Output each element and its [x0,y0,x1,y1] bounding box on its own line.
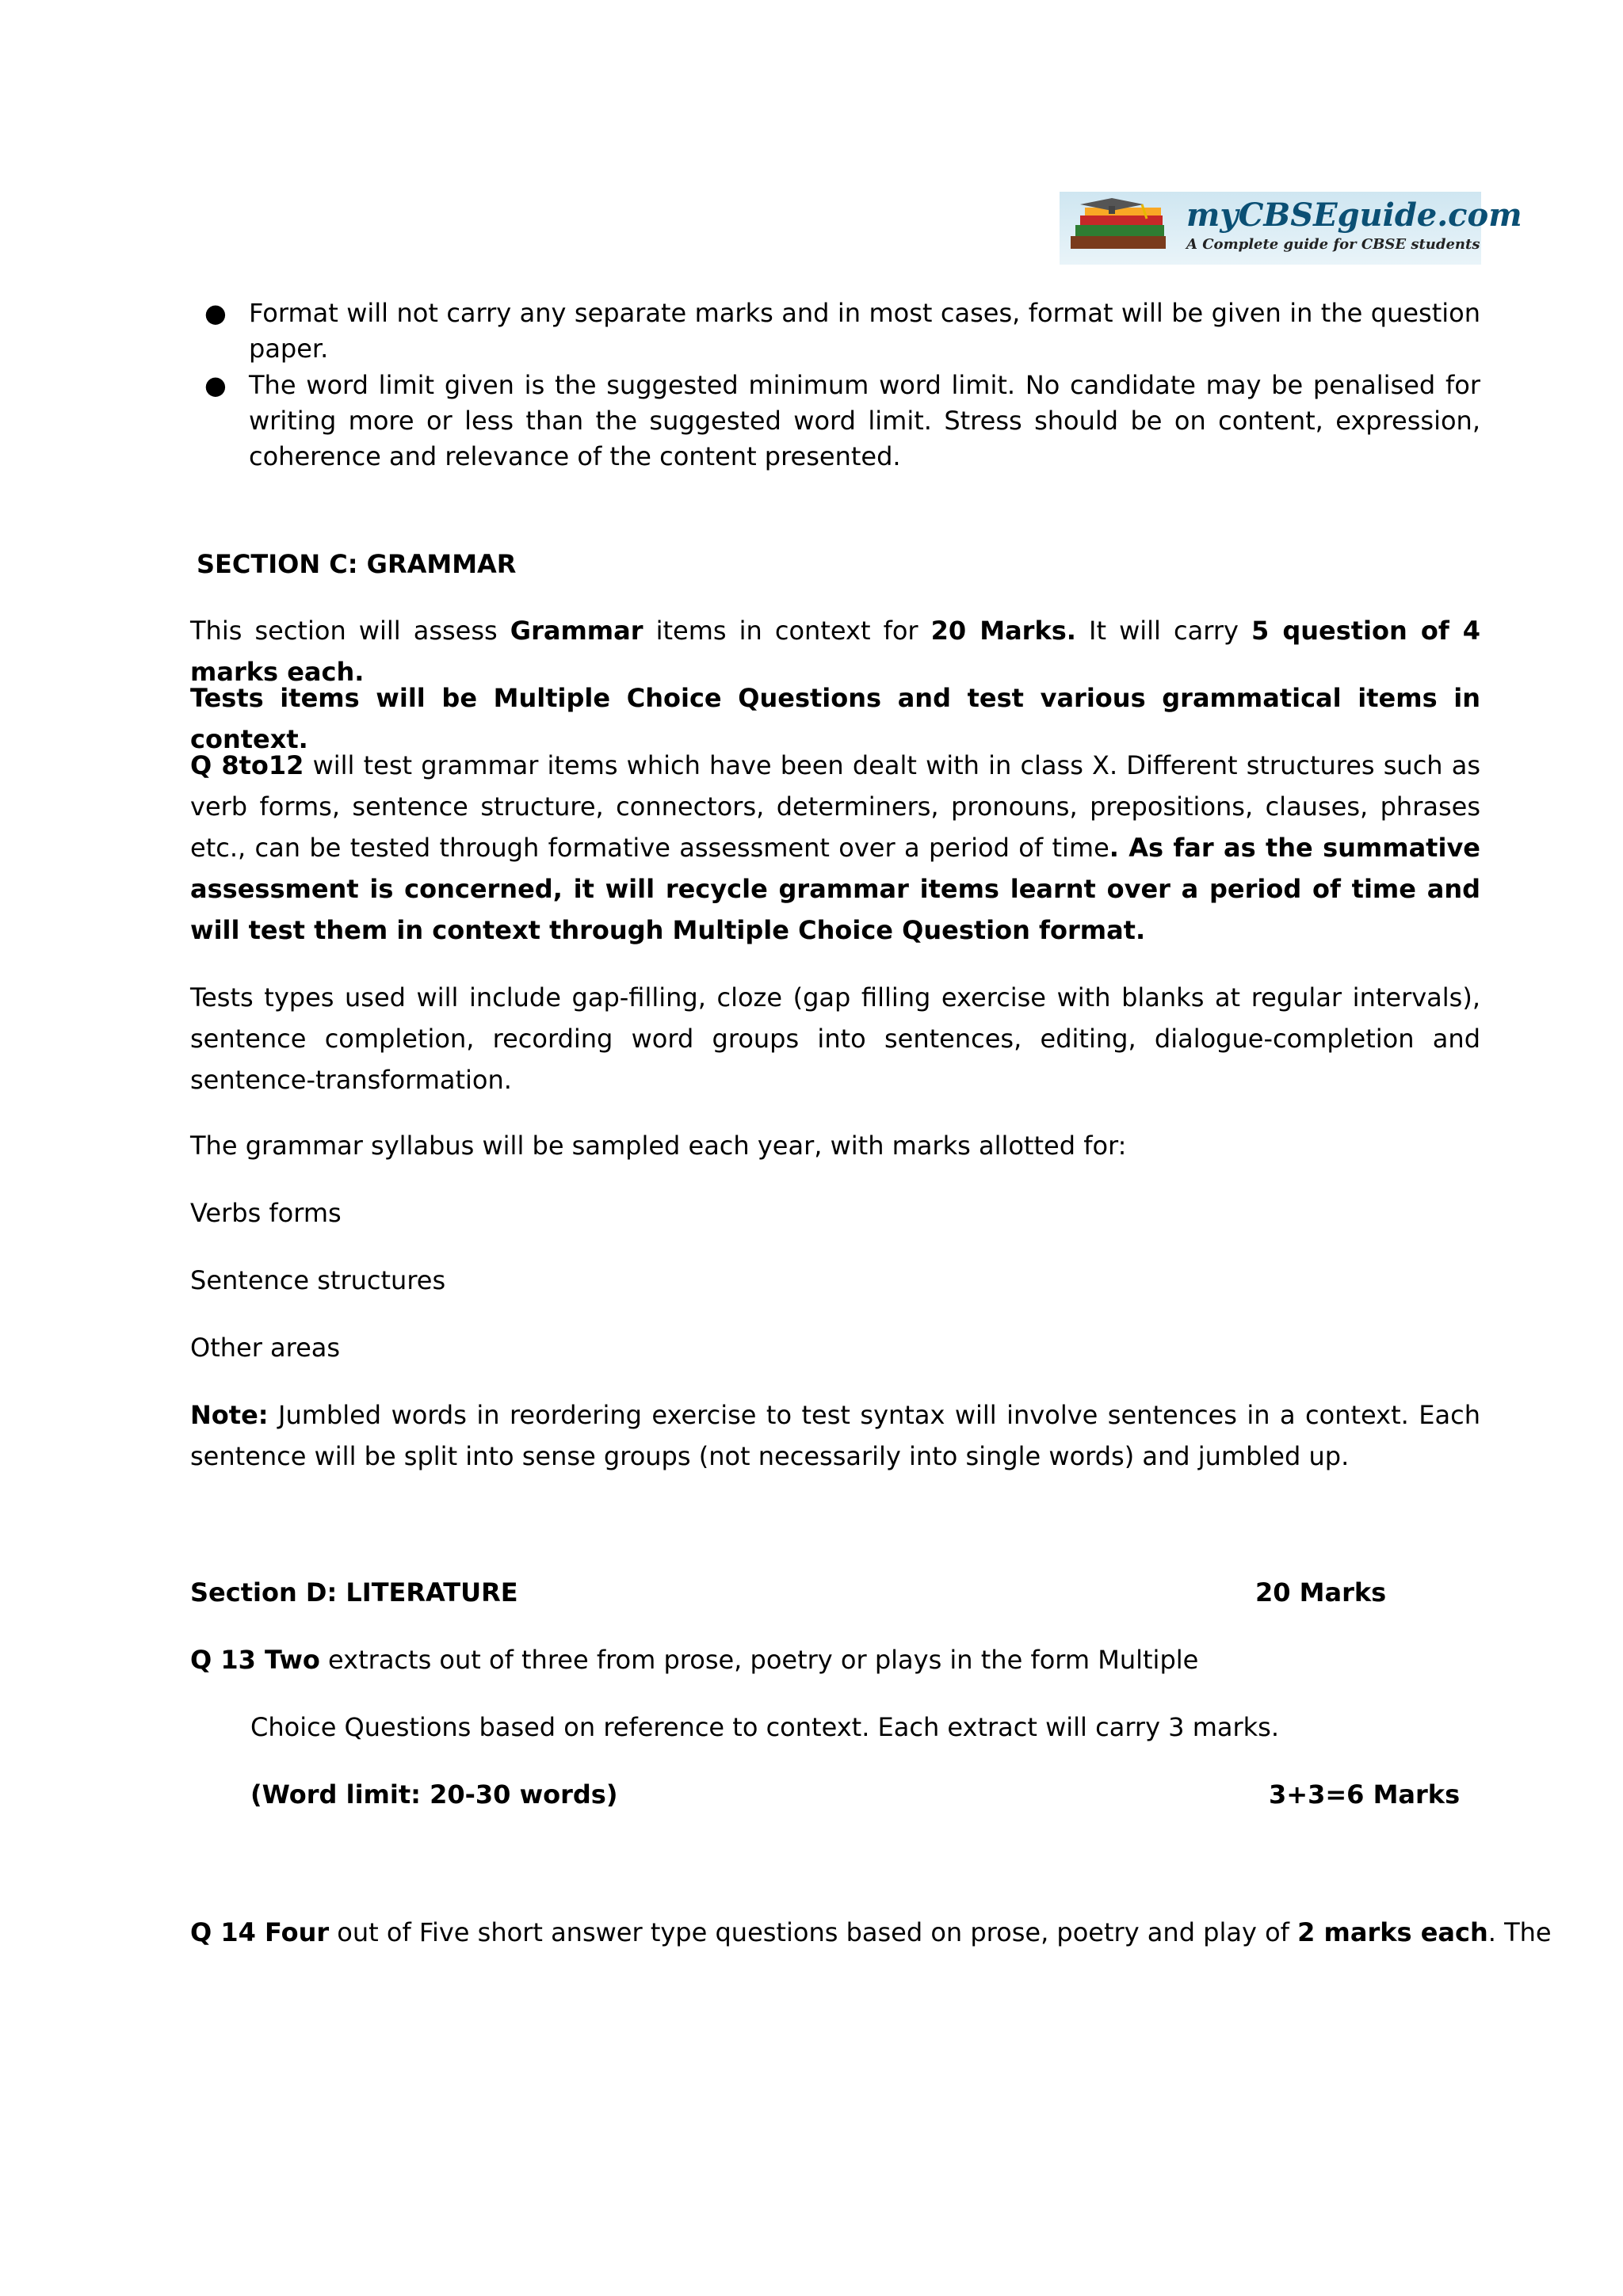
area-item-other: Other areas [190,1333,341,1363]
q13-continuation: Choice Questions based on reference to context. Each extract will carry 3 marks. [250,1712,1280,1742]
logo-brand-text: myCBSEguide.com [1186,196,1522,234]
logo-tagline: A Complete guide for CBSE students [1186,236,1480,253]
section-c-test-types: Tests types used will include gap-filling, cloze (gap filling exercise with blanks at regular intervals), sentence completion, recording word groups into sentences, editing, dialogue-completion and sentence-transformation. [190,982,1480,1095]
q13-marks: 3+3=6 Marks [1269,1779,1461,1810]
q13-line: Q 13 Two extracts out of three from prose, poetry or plays in the form Multiple [190,1645,1199,1675]
area-item-verbs: Verbs forms [190,1198,342,1228]
section-c-heading: SECTION C: GRAMMAR [197,549,517,579]
section-d-heading: Section D: LITERATURE [190,1577,518,1608]
section-c-test-items: Tests items will be Multiple Choice Questions and test various grammatical items in context. [190,683,1480,754]
section-c-q8-12: Q 8to12 will test grammar items which have been dealt with in class X. Different structures such as verb forms, sentence structure, connectors, determiners, pronouns, prepositions, clauses, phrases etc., can be tested through formative assessment over a period of time. As far as the summative assessment is concerned, it will recycle grammar items learnt over a period of time and will test them in context through Multiple Choice Question format. [190,750,1481,945]
q14-line: Q 14 Four out of Five short answer type questions based on prose, poetry and play of 2 marks each. The [190,1917,1552,1947]
section-c-intro: This section will assess Grammar items in context for 20 Marks. It will carry 5 question of 4 marks each. [190,616,1481,687]
section-c-syllabus-text: The grammar syllabus will be sampled each year, with marks allotted for: [190,1131,1127,1161]
bullet-icon: ● [204,298,227,328]
list-item: ● The word limit given is the suggested minimum word limit. No candidate may be penalised for writing more or less than the suggested word limit. Stress should be on content, expression, coherence and relevance of the content presented. [249,368,1480,475]
format-notes-list [204,296,1480,475]
q13-word-limit: (Word limit: 20-30 words) [250,1779,618,1810]
section-d-marks: 20 Marks [1255,1577,1387,1608]
section-c-note: Note: Jumbled words in reordering exercise to test syntax will involve sentences in a context. Each sentence will be split into sense groups (not necessarily into single words) and jumbled up. [190,1400,1480,1471]
mycbseguide-logo [1060,192,1522,265]
list-item: ● Format will not carry any separate marks and in most cases, format will be given in the question paper. [249,296,1480,367]
area-item-sentence: Sentence structures [190,1265,446,1295]
books-icon [1064,196,1183,260]
bullet-icon: ● [204,370,227,400]
